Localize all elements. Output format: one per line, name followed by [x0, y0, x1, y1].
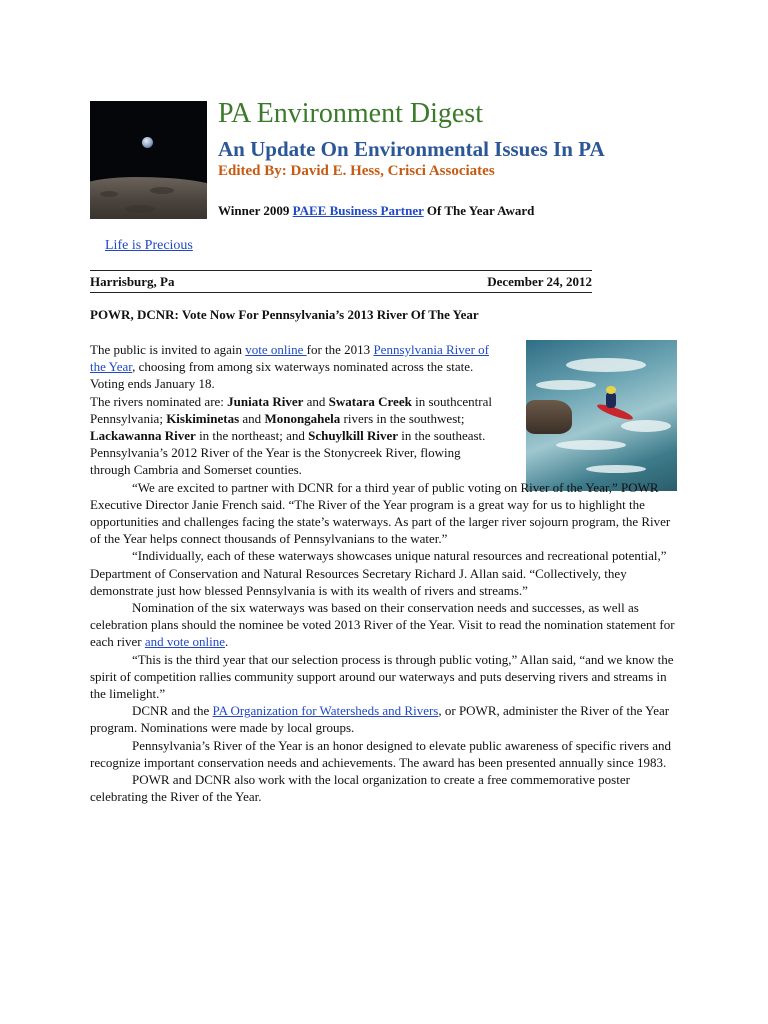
paragraph-7: “This is the third year that our selection process is through public voting,” Allan said, “and we know the spirit of competition rallies community support around our waterways and puts deserving rivers and streams in the limelight.” — [90, 651, 674, 702]
award-line — [218, 203, 534, 219]
editor-credit: Edited By: David E. Hess, Crisci Associates — [218, 163, 495, 179]
paragraph-3: Pennsylvania’s 2012 River of the Year is the Stonycreek River, flowing through Cambria and Somerset counties. — [90, 445, 461, 478]
powr-link[interactable]: PA Organization for Watersheds and Rivers — [212, 703, 439, 719]
paragraph-1: The public is invited to again vote online for the 2013 Pennsylvania River of the Year, choosing from among six waterways nominated across the state. Voting ends January 18. — [90, 342, 489, 392]
moon-surface — [90, 177, 207, 219]
award-prefix: Winner 2009 — [218, 203, 293, 218]
life-is-precious-link[interactable]: Life is Precious — [105, 238, 193, 253]
article-headline: POWR, DCNR: Vote Now For Pennsylvania’s 2013 River Of The Year — [90, 307, 479, 322]
paragraph-6: Nomination of the six waterways was based on their conservation needs and successes, as well as celebration plans should the nominee be voted 2013 River of the Year. Visit to read the nomination statement for each river and vote online. — [90, 600, 675, 650]
paragraph-10: POWR and DCNR also work with the local organization to create a free commemorative poster celebrating the River of the Year. — [90, 772, 630, 805]
page-subtitle: An Update On Environmental Issues In PA — [218, 137, 605, 161]
earthrise-logo-image — [90, 101, 207, 219]
dateline — [90, 270, 592, 293]
page-title: PA Environment Digest — [218, 98, 483, 129]
paee-partner-link[interactable]: PAEE Business Partner — [292, 203, 424, 218]
and-vote-online-link[interactable]: and vote online — [144, 634, 226, 650]
dateline-date: December 24, 2012 — [487, 274, 592, 289]
paragraph-4: “We are excited to partner with DCNR for a third year of public voting on River of the Year,” POWR Executive Director Janie French said. “The River of the Year program is a great way for us to highlight the opportunities and challenges facing the state’s waterways. As part of the larger river sojourn program, the River of the Year helps connect thousands of Pennsylvanians to the water.” — [90, 479, 671, 547]
award-suffix: Of The Year Award — [423, 203, 535, 218]
paragraph-9: Pennsylvania’s River of the Year is an honor designed to elevate public awareness of specific rivers and recognize important conservation needs and achievements. The award has been presented annually since 1983. — [90, 737, 671, 770]
paragraph-2: The rivers nominated are: Juniata River and Swatara Creek in southcentral Pennsylvania; Kiskiminetas and Monongahela rivers in the southwest; Lackawanna River in the northeast; and Schuylkill River in the southeast. — [90, 393, 492, 444]
river-of-year-link[interactable]: Pennsylvania River of the Year — [90, 342, 489, 375]
paragraph-8: DCNR and the PA Organization for Watersheds and Rivers, or POWR, administer the River of the Year program. Nominations were made by local groups. — [90, 703, 670, 736]
tagline — [105, 238, 193, 254]
article-body — [90, 341, 678, 805]
earth-icon — [142, 137, 153, 148]
dateline-place: Harrisburg, Pa — [90, 274, 175, 289]
paragraph-5: “Individually, each of these waterways showcases unique natural resources and recreational potential,” Department of Conservation and Natural Resources Secretary Richard J. Allan said. “Collectively, they demonstrate just how blessed Pennsylvania is with its wealth of rivers and streams.” — [90, 548, 667, 598]
vote-online-link[interactable]: vote online — [245, 342, 307, 357]
